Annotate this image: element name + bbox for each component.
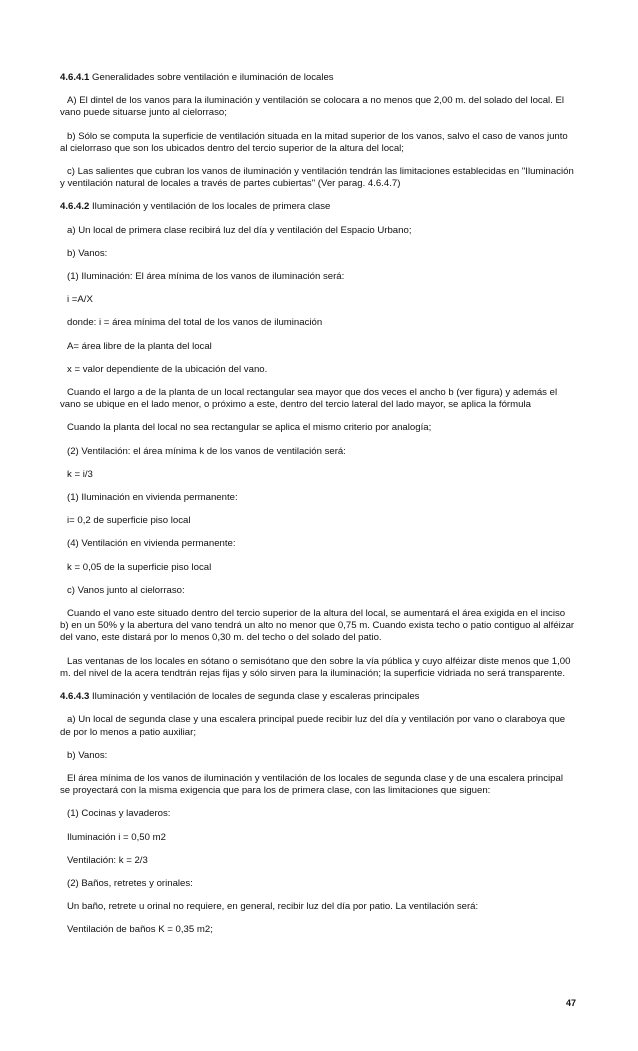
- paragraph: Cuando el largo a de la planta de un local rectangular sea mayor que dos veces el ancho b (ver figura) y además el vano se ubique en el lado menor, o próximo a este, dentro del tercio lateral del lado mayor, se aplica la fórmula: [60, 387, 558, 411]
- paragraph: A) El dintel de los vanos para la iluminación y ventilación se colocara a no menos que 2,00 m. del solado del local. El vano puede situarse junto al cielorraso;: [60, 95, 565, 119]
- paragraph: a) Un local de primera clase recibirá luz del día y ventilación del Espacio Urbano;: [67, 224, 412, 236]
- paragraph: i =A/X: [67, 294, 93, 306]
- paragraph: (1) Iluminación: El área mínima de los vanos de iluminación será:: [67, 271, 345, 283]
- paragraph: k = 0,05 de la superficie piso local: [67, 561, 212, 573]
- document-body: [60, 72, 575, 948]
- paragraph: Cuando el vano este situado dentro del tercio superior de la altura del local, se aumentará el área exigida en el inciso b) en un 50% y la abertura del vano tendrá un alto no menor que 0,75 m. Cuando exista techo o patio contiguo al alféizar del vano, este distará por lo menos 0,30 m. del techo o del solado del patio.: [60, 608, 575, 644]
- paragraph: b) Vanos:: [67, 749, 108, 761]
- paragraph: Las ventanas de los locales en sótano o semisótano que den sobre la vía pública y cuyo alféizar diste menos que 1,00 m. del nivel de la acera tendtrán rejas fijas y sólo sirven para la iluminación; la superficie vidriada no será transparente.: [60, 655, 571, 679]
- paragraph: Cuando la planta del local no sea rectangular se aplica el mismo criterio por analogía;: [67, 422, 432, 434]
- section-title: Iluminación y ventilación de locales de segunda clase y escaleras principales: [92, 691, 420, 703]
- paragraph: b) Sólo se computa la superficie de ventilación situada en la mitad superior de los vanos, salvo el caso de vanos junto al cielorraso que son los ubicados dentro del tercio superior de la altura del local;: [60, 130, 568, 154]
- paragraph: Ventilación: k = 2/3: [67, 854, 148, 866]
- paragraph: Un baño, retrete u orinal no requiere, en general, recibir luz del día por patio. La ventilación será:: [67, 901, 479, 913]
- paragraph: donde: i = área mínima del total de los vanos de iluminación: [67, 317, 323, 329]
- paragraph: Iluminación i = 0,50 m2: [67, 831, 166, 843]
- section-heading: [60, 72, 575, 84]
- paragraph: x = valor dependiente de la ubicación del vano.: [67, 363, 268, 375]
- page-number: 47: [565, 998, 576, 1008]
- paragraph: k = i/3: [67, 468, 93, 480]
- paragraph: Ventilación de baños K = 0,35 m2;: [67, 924, 213, 936]
- paragraph: (1) Iluminación en vivienda permanente:: [67, 492, 238, 504]
- paragraph: i= 0,2 de superficie piso local: [67, 515, 191, 527]
- paragraph: b) Vanos:: [67, 247, 108, 259]
- section-title: Iluminación y ventilación de los locales de primera clase: [92, 201, 331, 213]
- section-heading: [60, 201, 575, 213]
- section-title: Generalidades sobre ventilación e iluminación de locales: [92, 72, 334, 83]
- section-number: 4.6.4.2: [60, 201, 90, 213]
- section-heading: [60, 691, 575, 703]
- paragraph: (4) Ventilación en vivienda permanente:: [67, 538, 236, 550]
- paragraph: c) Vanos junto al cielorraso:: [67, 584, 185, 596]
- paragraph: c) Las salientes que cubran los vanos de iluminación y ventilación tendrán las limitaciones establecidas en "Iluminación y ventilación natural de locales a través de partes cubiertas" (Ver parag. 4.6.4.7): [60, 166, 574, 190]
- paragraph: El área mínima de los vanos de iluminación y ventilación de los locales de segunda clase y de una escalera principal se proyectará con la misma exigencia que para los de primera clase, con las limitaciones que siguen:: [60, 772, 563, 797]
- paragraph: (2) Ventilación: el área mínima k de los vanos de ventilación será:: [67, 445, 346, 457]
- section-number: 4.6.4.3: [60, 691, 90, 703]
- paragraph: (2) Baños, retretes y orinales:: [67, 877, 193, 889]
- paragraph: A= área libre de la planta del local: [67, 340, 212, 352]
- paragraph: (1) Cocinas y lavaderos:: [67, 808, 171, 820]
- section-number: 4.6.4.1: [60, 72, 90, 83]
- paragraph: a) Un local de segunda clase y una escalera principal puede recibir luz del día y ventilación por vano o claraboya que de por lo menos a patio auxiliar;: [60, 714, 566, 738]
